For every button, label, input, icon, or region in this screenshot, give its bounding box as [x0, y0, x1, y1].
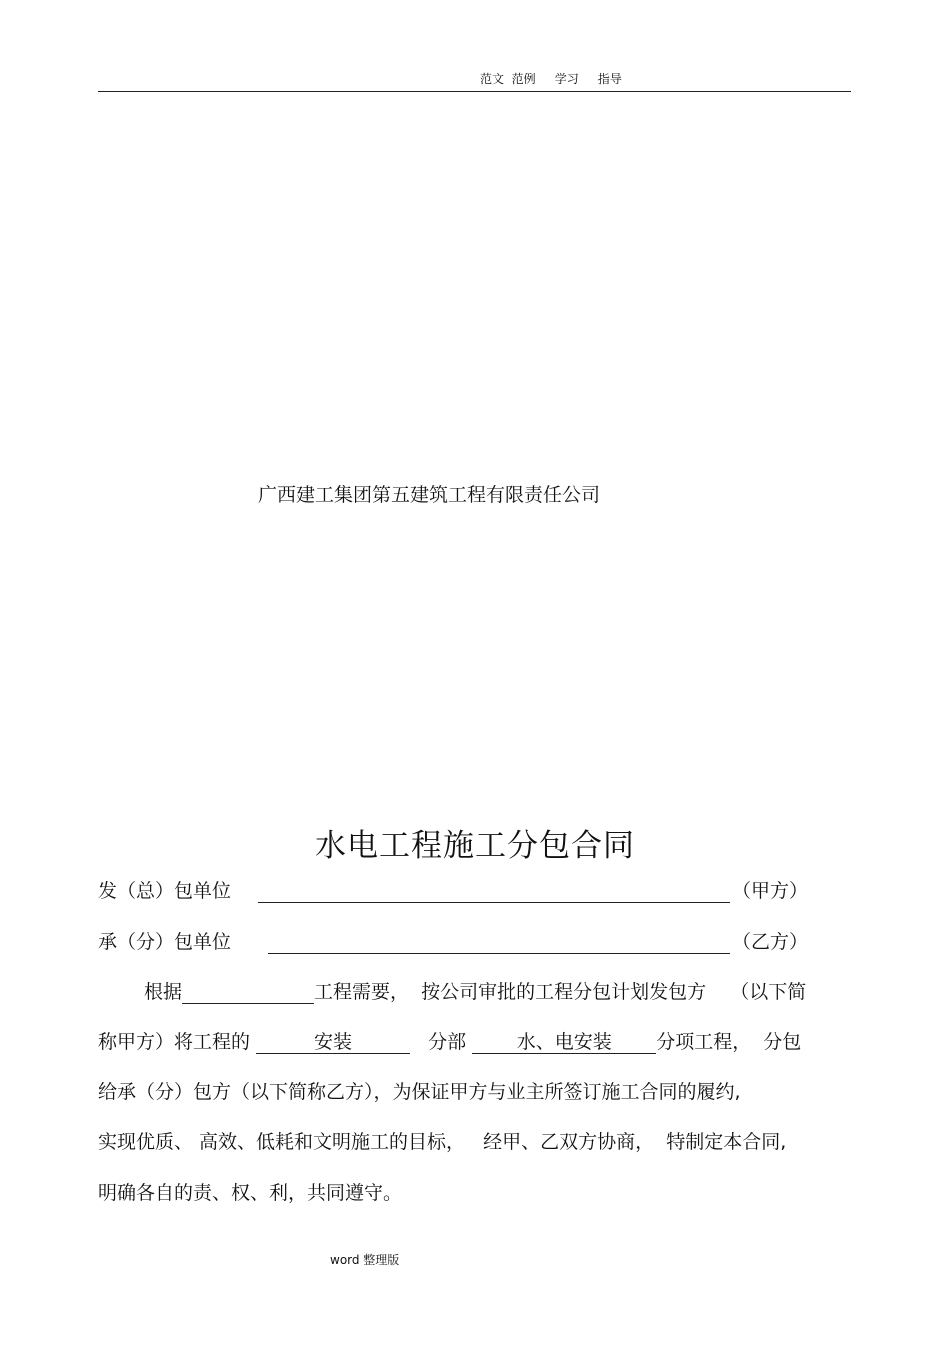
subcontractor-row — [98, 927, 851, 957]
contract-title: 水电工程施工分包合同 — [315, 828, 635, 864]
company-name: 广西建工集团第五建筑工程有限责任公司 — [258, 484, 601, 506]
paragraph-line-2 — [98, 1027, 801, 1054]
division-blank: 安装 — [256, 1031, 410, 1054]
para-text: 工程需要， 按公司审批的工程分包计划发包方 （以下简 — [314, 981, 807, 1003]
header-divider — [98, 91, 851, 92]
contractor-suffix: （甲方） — [732, 880, 809, 902]
page-header: 范文 范例 学习 指导 — [480, 72, 622, 86]
contractor-row — [98, 876, 851, 906]
para-text: 根据 — [144, 981, 183, 1003]
page-footer: word 整理版 — [330, 1253, 400, 1267]
paragraph-line-4: 实现优质、 高效、低耗和文明施工的目标， 经甲、乙双方协商， 特制定本合同, — [98, 1131, 787, 1153]
paragraph-line-3: 给承（分）包方（以下简称乙方），为保证甲方与业主所签订施工合同的履约, — [98, 1081, 741, 1103]
subitem-blank: 水、电安装 — [472, 1031, 656, 1054]
subcontractor-label: 承（分）包单位 — [98, 931, 232, 953]
para-text: 分项工程， 分包 — [656, 1031, 802, 1053]
para-text: 称甲方）将工程的 — [98, 1031, 257, 1053]
para-text: 分部 — [410, 1031, 473, 1053]
paragraph-line-5: 明确各自的责、权、利，共同遵守。 — [98, 1182, 403, 1204]
contractor-label: 发（总）包单位 — [98, 880, 232, 902]
project-name-blank — [182, 981, 314, 1004]
paragraph-line-1 — [144, 977, 806, 1004]
subcontractor-blank — [268, 953, 730, 954]
subcontractor-suffix: （乙方） — [732, 931, 809, 953]
contractor-blank — [258, 902, 730, 903]
